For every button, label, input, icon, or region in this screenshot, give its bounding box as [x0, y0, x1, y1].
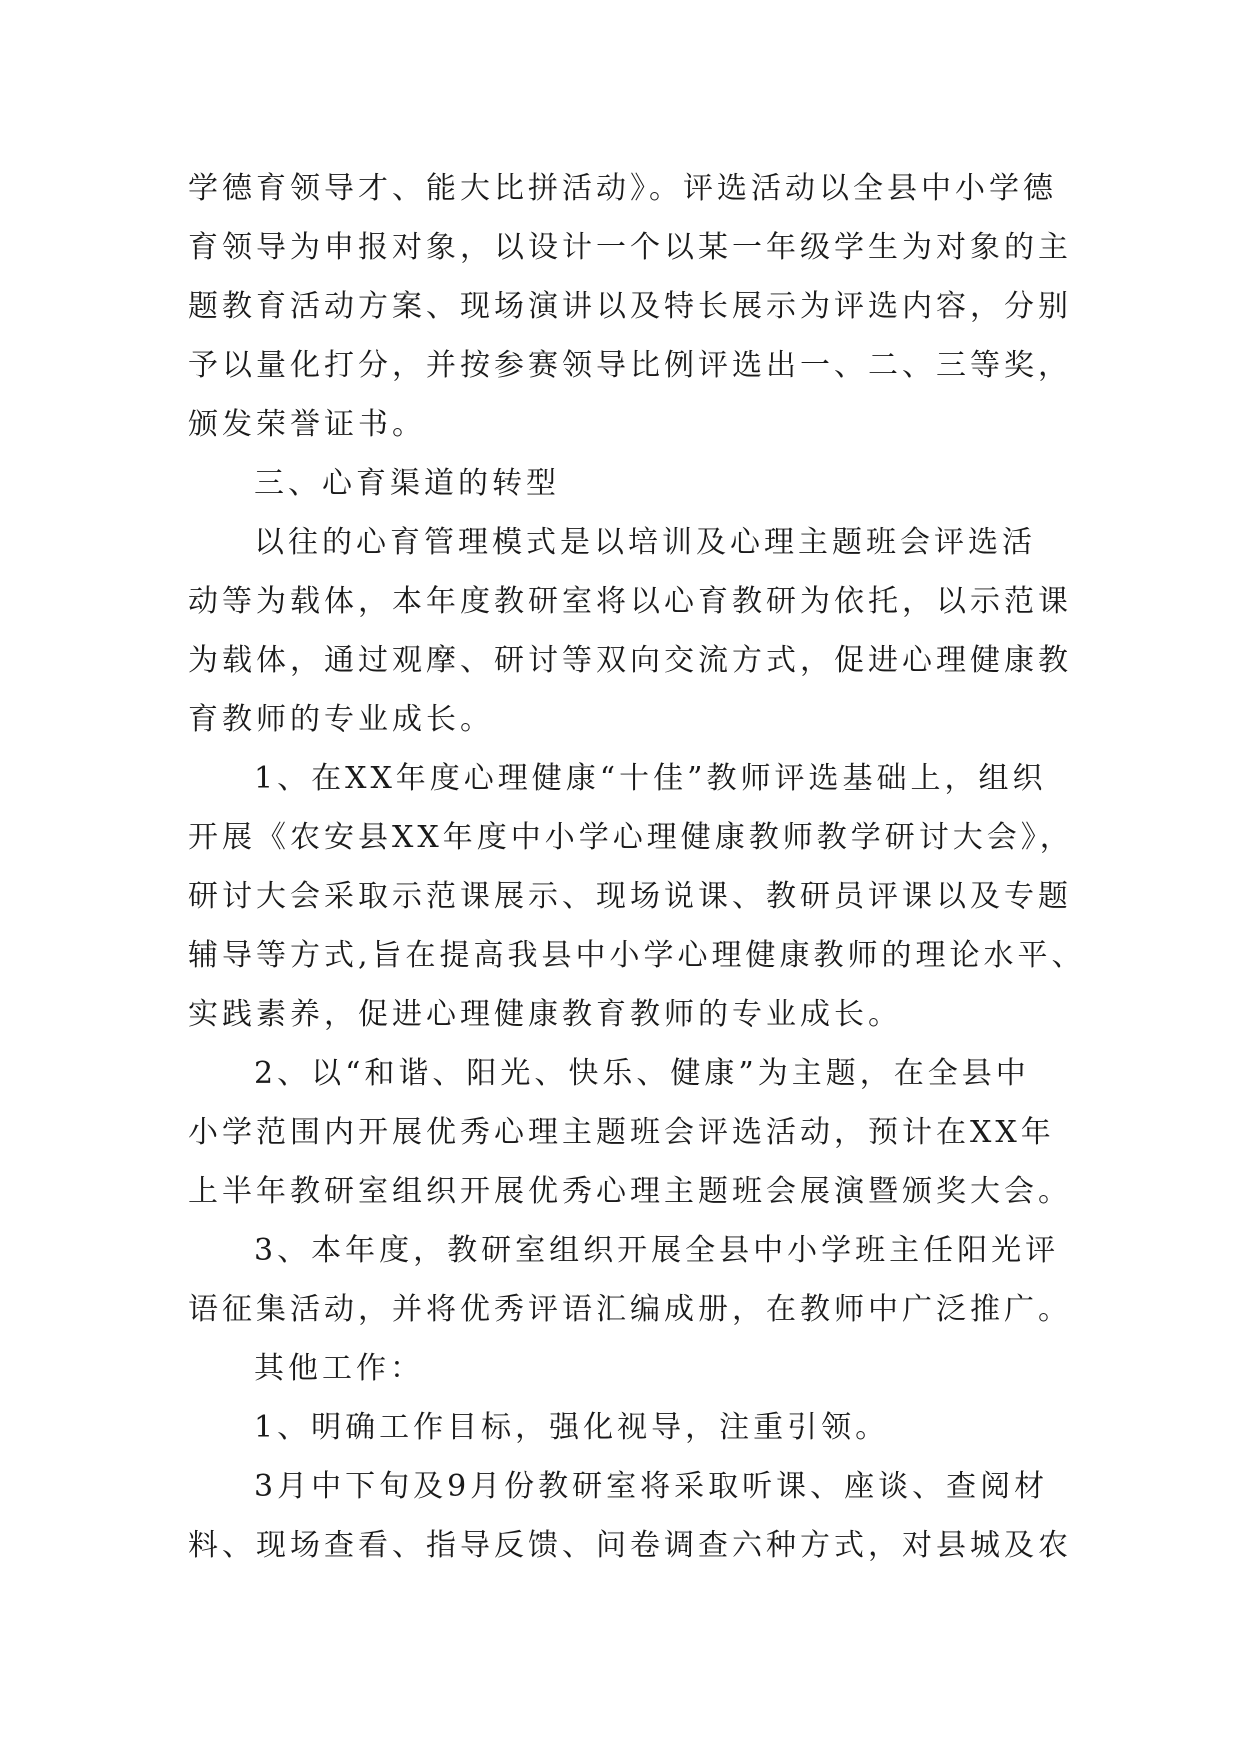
text-line: 三、心育渠道的转型 [254, 466, 560, 501]
text-line: 上半年教研室组织开展优秀心理主题班会展演暨颁奖大会。 [188, 1174, 1072, 1209]
text-line: 动等为载体，本年度教研室将以心育教研为依托，以示范课 [188, 584, 1072, 619]
text-line: 以往的心育管理模式是以培训及心理主题班会评选活 [254, 525, 1036, 560]
text-line: 其他工作： [254, 1351, 424, 1386]
text-line: 育领导为申报对象，以设计一个以某一年级学生为对象的主 [188, 230, 1072, 265]
text-line: 题教育活动方案、现场演讲以及特长展示为评选内容，分别 [188, 289, 1072, 324]
text-line: 学德育领导才、能大比拼活动》。评选活动以全县中小学德 [188, 171, 1057, 206]
text-line: 辅导等方式,旨在提高我县中小学心理健康教师的理论水平、 [188, 938, 1086, 973]
text-line: 小学范围内开展优秀心理主题班会评选活动，预计在XX年 [188, 1115, 1055, 1150]
text-line: 语征集活动，并将优秀评语汇编成册，在教师中广泛推广。 [188, 1292, 1072, 1327]
text-line: 料、现场查看、指导反馈、问卷调查六种方式，对县城及农 [188, 1528, 1072, 1563]
text-line: 2、以“和谐、阳光、快乐、健康”为主题，在全县中 [254, 1056, 1030, 1091]
text-line: 3、本年度，教研室组织开展全县中小学班主任阳光评 [254, 1233, 1060, 1268]
text-line: 实践素养，促进心理健康教育教师的专业成长。 [188, 997, 902, 1032]
text-line: 开展《农安县XX年度中小学心理健康教师教学研讨大会》， [188, 820, 1074, 855]
text-line: 3月中下旬及9月份教研室将采取听课、座谈、查阅材 [254, 1469, 1049, 1504]
text-line: 研讨大会采取示范课展示、现场说课、教研员评课以及专题 [188, 879, 1072, 914]
document-body [188, 159, 1086, 1575]
text-line: 颁发荣誉证书。 [188, 407, 426, 442]
text-line: 予以量化打分，并按参赛领导比例评选出一、二、三等奖， [188, 348, 1072, 383]
text-line: 1、在XX年度心理健康“十佳”教师评选基础上，组织 [254, 761, 1047, 796]
text-line: 为载体，通过观摩、研讨等双向交流方式，促进心理健康教 [188, 643, 1072, 678]
text-line: 育教师的专业成长。 [188, 702, 494, 737]
text-line: 1、明确工作目标，强化视导，注重引领。 [254, 1410, 890, 1445]
